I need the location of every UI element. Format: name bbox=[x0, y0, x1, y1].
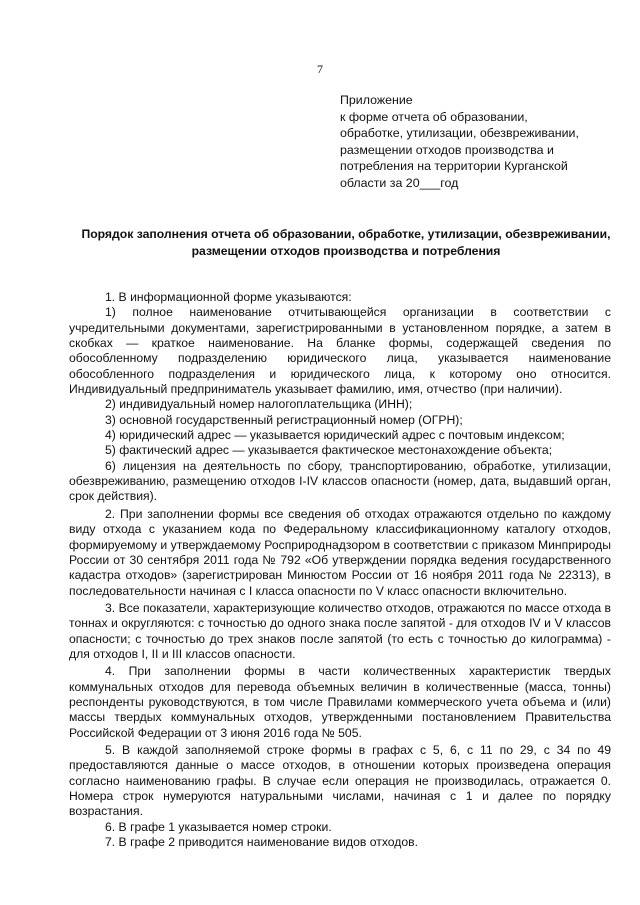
appendix-note bbox=[340, 92, 620, 191]
paragraph-item-1: 1) полное наименование отчитывающейся организации в соответствии с учредительными документами, зарегистрированными в установленном порядке, а затем в скобках — краткое наименование. На бланке формы, содержащей сведения по обособленному подразделению юридического лица, указывается наименование обособленного подразделения и юридического лица, к которому оно относится. Индивидуальный предприниматель указывает фамилию, имя, отчество (при наличии). bbox=[69, 305, 611, 397]
paragraph-section-4: 4. При заполнении формы в части количественных характеристик твердых коммунальных отходов для перевода объемных величин в количественные (масса, тонны) респонденты руководствуются, в том числе Правилами коммерческого учета объема и (или) массы твердых коммунальных отходов, утвержденными постановлением Правительства Российской Федерации от 3 июня 2016 года № 505. bbox=[69, 664, 611, 740]
paragraph-section-1: 1. В информационной форме указываются: bbox=[105, 290, 352, 304]
document-title: Порядок заполнения отчета об образовании, обработке, утилизации, обезвреживании, размещении отходов производства и потребления bbox=[81, 227, 611, 258]
paragraph-section-5: 5. В каждой заполняемой строке формы в графах с 5, 6, с 11 по 29, с 34 по 49 предоставляются данные о массе отходов, в отношении которых произведена операция согласно наименованию графы. В случае если операция не производилась, отражается 0. Номера строк нумеруются натуральными числами, начиная с 1 и далее по порядку возрастания. bbox=[69, 742, 611, 819]
paragraph-item-6: 6) лицензия на деятельность по сбору, транспортированию, обработке, утилизации, обезвреживанию, размещению отходов I-IV классов опасности (номер, дата, выдавший орган, срок действия). bbox=[69, 458, 611, 504]
appendix-line: области за 20___год bbox=[340, 175, 459, 190]
paragraph-item-3: 3) основной государственный регистрационный номер (ОГРН); bbox=[105, 412, 463, 427]
paragraph-section-3: 3. Все показатели, характеризующие количество отходов, отражаются по массе отхода в тоннах и округляются: с точностью до одного знака после запятой - для отходов IV и V классов опасности; с точностью до трех знаков после запятой (то есть с точностью до килограмма) - для отходов I, II и III классов опасности. bbox=[69, 600, 611, 661]
appendix-line: обработке, утилизации, обезвреживании, bbox=[340, 126, 579, 140]
page-number: 7 bbox=[317, 62, 323, 76]
appendix-line: размещении отходов производства и bbox=[340, 142, 554, 157]
paragraph-section-7: 7. В графе 2 приводится наименование видов отходов. bbox=[105, 835, 419, 850]
paragraph-item-5: 5) фактический адрес — указывается фактическое местонахождение объекта; bbox=[105, 443, 553, 458]
paragraph-section-2: 2. При заполнении формы все сведения об отходах отражаются отдельно по каждому виду отхода с указанием кода по Федеральному классификационному каталогу отходов, формируемому и утверждаемому Росприроднадзором в соответствии с приказом Минприроды России от 30 сентября 2011 года № 792 «Об утверждении порядка ведения государственного кадастра отходов» (зарегистрирован Минюстом России от 16 ноября 2011 года № 22313), в последовательности начиная с I класса опасности по V класс опасности включительно. bbox=[69, 506, 611, 598]
document-body bbox=[69, 290, 611, 850]
paragraph-item-2: 2) индивидуальный номер налогоплательщика (ИНН); bbox=[105, 397, 413, 412]
paragraph-item-4: 4) юридический адрес — указывается юридический адрес с почтовым индексом; bbox=[105, 428, 565, 443]
appendix-line: к форме отчета об образовании, bbox=[340, 109, 528, 124]
appendix-line: потребления на территории Курганской bbox=[340, 159, 568, 173]
appendix-line: Приложение bbox=[340, 93, 413, 107]
paragraph-section-6: 6. В графе 1 указывается номер строки. bbox=[105, 819, 332, 834]
